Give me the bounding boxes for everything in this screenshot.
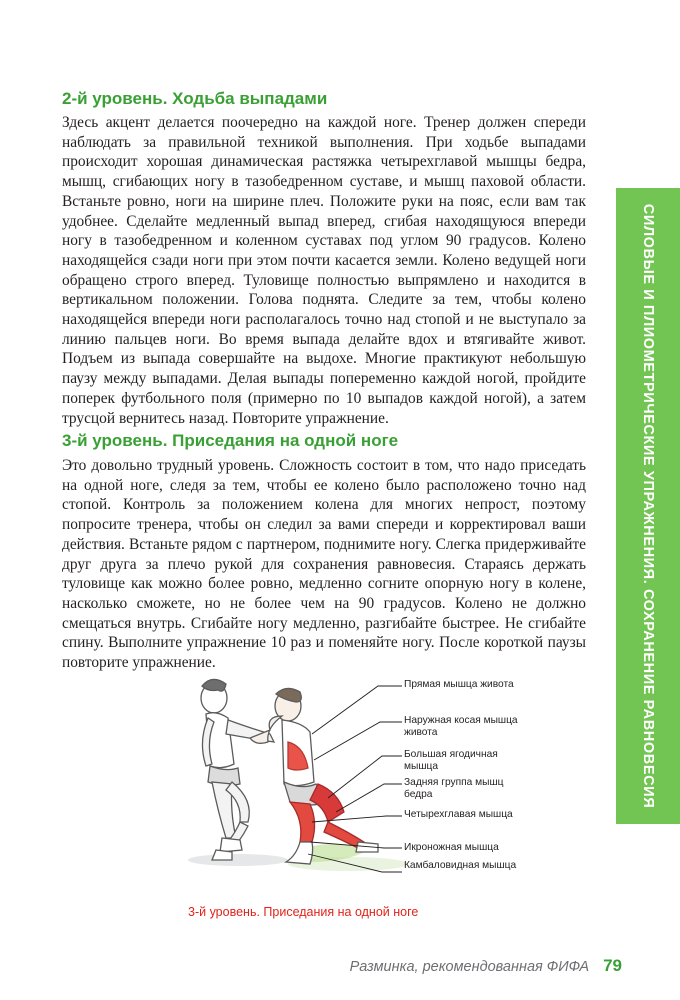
- figure-caption: 3-й уровень. Приседания на одной ноге: [188, 905, 419, 919]
- label-gluteus-maximus: Большая ягодичная мышца: [404, 749, 498, 772]
- section-heading-level-3: 3-й уровень. Приседания на одной ноге: [62, 431, 399, 450]
- label-external-oblique: Наружная косая мышца живота: [404, 715, 518, 738]
- label-rectus-abdominis: Прямая мышца живота: [404, 679, 514, 690]
- label-hamstrings: Задняя группа мышц бедра: [404, 777, 504, 800]
- label-quadriceps: Четырехглавая мышца: [404, 809, 513, 820]
- label-gastrocnemius: Икроножная мышца: [404, 842, 499, 853]
- page-footer: [350, 956, 622, 976]
- chapter-side-tab: [616, 188, 680, 824]
- running-title: Разминка, рекомендованная ФИФА: [349, 959, 590, 975]
- athlete-figure: [250, 688, 378, 864]
- page-number: 79: [603, 956, 622, 975]
- section-heading-level-2: 2-й уровень. Ходьба выпадами: [62, 89, 328, 108]
- label-soleus: Камбаловидная мышца: [404, 860, 517, 871]
- section-text-level-2: Здесь акцент делается поочередно на каждой ноге. Тренер должен спереди наблюдать за правильной техникой выполнения. При ходьбе выпадами происходит хорошая динамическая растяжка четырехглавой мышцы бедра, мышц, сгибающих ногу в тазобедренном суставе, и мышц паховой области. Встаньте ровно, ноги на ширине плеч. Положите руки на пояс, если вам так удобнее. Сделайте медленный выпад вперед, сгибая находящуюся впереди ногу в тазобедренном и коленном суставах под углом 90 градусов. Колено находящейся сзади ноги при этом почти касается земли. Колено ведущей ноги обращено строго вперед. Туловище полностью выпрямлено и находится в вертикальном положении. Голова поднята. Следите за тем, чтобы колено находящейся впереди ноги располагалось точно над стопой и не выступало за линию пальцев ноги. Во время выпада делайте вдох и втягивайте живот. Подъем из выпада совершайте на выдохе. Многие практикуют небольшую паузу между выпадами. Делая выпады попеременно каждой ногой, пройдите поперек футбольного поля (примерно по 10 выпадов каждой ногой), а затем трусцой вернитесь назад. Повторите упражнение.: [62, 114, 586, 427]
- chapter-side-tab-label: СИЛОВЫЕ И ПЛИОМЕТРИЧЕСКИЕ УПРАЖНЕНИЯ. СОХРАНЕНИЕ РАВНОВЕСИЯ: [640, 203, 656, 809]
- section-text-level-3: Это довольно трудный уровень. Сложность состоит в том, что надо приседать на одной ноге, следя за тем, чтобы ее колено было расположено точно над стопой. Контроль за положением колена для многих непрост, поэтому попросите тренера, чтобы он следил за вами спереди и корректировал ваши действия. Встаньте рядом с партнером, поднимите ногу. Слегка придерживайте друг друга за плечо рукой для сохранения равновесия. Стараясь держать туловище как можно более ровно, медленно согните опорную ногу в колене, насколько сможете, но не более чем на 90 градусов. Колено не должно смещаться внутрь. Сгибайте ногу медленно, разгибайте быстрее. Не сгибайте спину. Выполните упражнение 10 раз и поменяйте ногу. После короткой паузы повторите упражнение.: [62, 457, 586, 672]
- partner-figure: [201, 679, 274, 860]
